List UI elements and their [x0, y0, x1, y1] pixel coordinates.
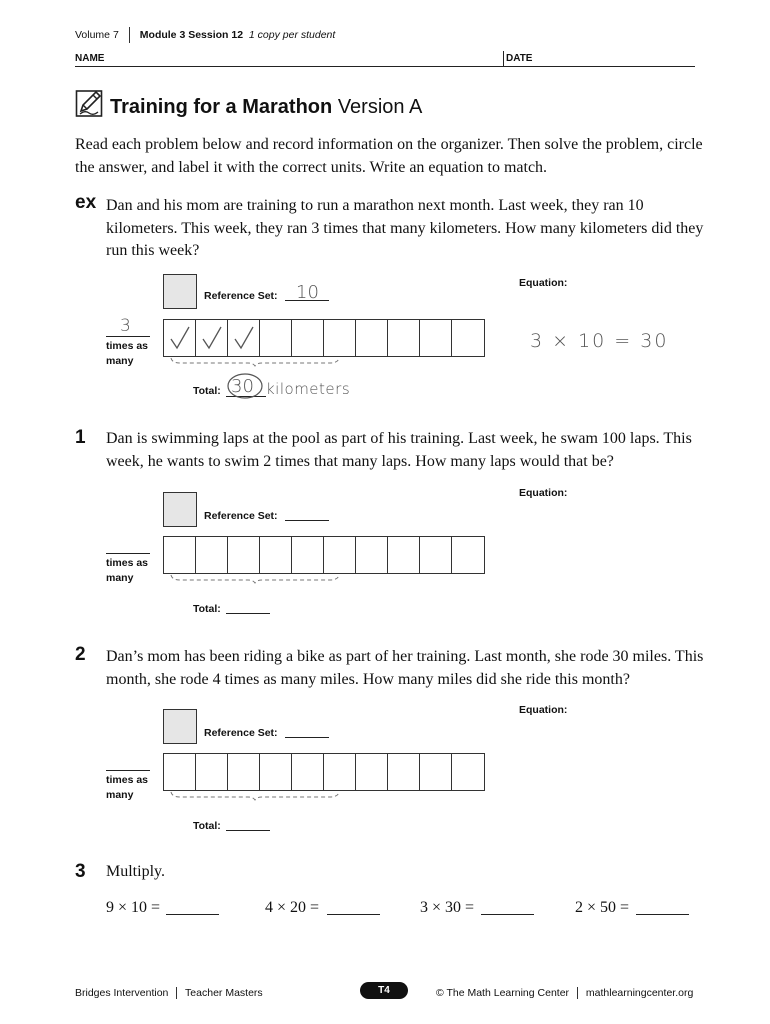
module-label: Module 3 Session 12: [139, 28, 244, 41]
multiply-expr-4: 2 × 50 =: [575, 899, 630, 916]
problem-1-equation-label: Equation:: [519, 487, 568, 499]
problem-1-many: many: [106, 572, 134, 584]
example-cell[interactable]: [452, 320, 484, 356]
example-cell[interactable]: [196, 320, 228, 356]
checkmark-icon: [200, 324, 224, 352]
problem-1-reference-text: Reference Set:: [204, 510, 278, 522]
problem-2-times-blank[interactable]: [106, 770, 150, 771]
footer-right: [436, 987, 693, 999]
problem-1-brace: [170, 574, 340, 584]
multiply-expr-1: 9 × 10 =: [106, 899, 161, 916]
multiply-blank-3[interactable]: [481, 914, 534, 915]
example-total-units: kilometers: [266, 380, 351, 398]
problem-1-cell[interactable]: [164, 537, 196, 573]
problem-2-many: many: [106, 789, 134, 801]
problem-2-brace: [170, 791, 340, 801]
multiply-item-2: [265, 899, 319, 917]
footer-series: Teacher Masters: [185, 987, 263, 999]
problem-1-reference-label: [204, 510, 278, 522]
date-divider: [503, 51, 504, 66]
times-as-text: times as: [106, 340, 149, 352]
problem-2-cell[interactable]: [324, 754, 356, 790]
copies-label: 1 copy per student: [248, 28, 336, 41]
problem-2-cell-row: [163, 753, 485, 791]
many-text: many: [106, 355, 134, 367]
problem-1-total-blank[interactable]: [226, 613, 270, 614]
name-label: NAME: [75, 53, 105, 64]
example-cell[interactable]: [228, 320, 260, 356]
problem-2-times-as: times as: [106, 774, 149, 786]
times-answer: 3: [120, 316, 131, 336]
problem-1-times-blank[interactable]: [106, 553, 150, 554]
problem-1-times-label: [106, 556, 148, 586]
page-title: [110, 96, 422, 119]
example-brace: [170, 357, 340, 367]
title-main: Training for a Marathon: [110, 96, 333, 118]
instructions: Read each problem below and record information on the organizer. Then solve the problem, circle the answer, and label it with the correct units. Write an equation to match.: [75, 136, 703, 176]
footer-copyright: © The Math Learning Center: [436, 987, 570, 999]
checkmark-icon: [168, 324, 192, 352]
problem-1-cell-row: [163, 536, 485, 574]
example-cell[interactable]: [324, 320, 356, 356]
problem-2-reference-label: [204, 727, 278, 739]
problem-1-cell[interactable]: [452, 537, 484, 573]
problem-1-text: Dan is swimming laps at the pool as part of his training. Last week, he swam 100 laps. This week, he wants to swim 2 times that many laps. How many laps would that be?: [106, 430, 692, 470]
multiply-blank-4[interactable]: [636, 914, 689, 915]
header-divider: [129, 27, 130, 43]
problem-2-total-label: Total:: [193, 820, 221, 832]
problem-2-times-label: [106, 773, 148, 803]
problem-1-cell[interactable]: [356, 537, 388, 573]
problem-1-times-as: times as: [106, 557, 149, 569]
footer-left: [75, 987, 263, 999]
problem-1-reference-box: [163, 492, 197, 527]
multiply-expr-3: 3 × 30 =: [420, 899, 475, 916]
footer-divider-left: [176, 987, 177, 999]
title-version: Version A: [337, 96, 423, 118]
reference-answer: 10: [296, 282, 319, 303]
times-blank[interactable]: [106, 336, 150, 337]
multiply-blank-1[interactable]: [166, 914, 219, 915]
page-number-badge: T4: [360, 982, 408, 999]
example-cell[interactable]: [292, 320, 324, 356]
problem-1-total-label: Total:: [193, 603, 221, 615]
example-cell-row: [163, 319, 485, 357]
problem-1-cell[interactable]: [324, 537, 356, 573]
problem-2-cell[interactable]: [260, 754, 292, 790]
footer-website: mathlearningcenter.org: [585, 987, 694, 999]
times-as-many-label: [106, 339, 148, 369]
problem-2-cell[interactable]: [452, 754, 484, 790]
example-cell[interactable]: [260, 320, 292, 356]
pencil-paper-icon: [75, 88, 105, 118]
example-cell[interactable]: [388, 320, 420, 356]
reference-set-label: [204, 290, 278, 302]
problem-1-cell[interactable]: [388, 537, 420, 573]
problem-2-reference-box: [163, 709, 197, 744]
footer-divider-right: [577, 987, 578, 999]
example-total-label: Total:: [193, 385, 221, 397]
example-cell[interactable]: [164, 320, 196, 356]
problem-1-cell[interactable]: [292, 537, 324, 573]
example-total-value: 30: [231, 376, 254, 397]
example-cell[interactable]: [420, 320, 452, 356]
problem-2-cell[interactable]: [164, 754, 196, 790]
problem-2-cell[interactable]: [196, 754, 228, 790]
problem-1-number: 1: [75, 427, 86, 448]
problem-1-cell[interactable]: [420, 537, 452, 573]
multiply-item-1: [106, 899, 160, 917]
problem-2-cell[interactable]: [292, 754, 324, 790]
problem-3-label: Multiply.: [106, 863, 165, 880]
problem-2-equation-label: Equation:: [519, 704, 568, 716]
problem-2-cell[interactable]: [420, 754, 452, 790]
problem-2-cell[interactable]: [228, 754, 260, 790]
problem-2-number: 2: [75, 644, 86, 665]
volume-label: Volume 7: [75, 28, 119, 41]
example-equation: 3 × 10 = 30: [530, 330, 669, 352]
checkmark-icon: [232, 324, 256, 352]
multiply-item-4: [575, 899, 629, 917]
problem-3-number: 3: [75, 861, 86, 882]
example-equation-label: Equation:: [519, 277, 568, 289]
name-date-line[interactable]: [75, 66, 695, 67]
reference-box: [163, 274, 197, 309]
problem-2-reference-text: Reference Set:: [204, 727, 278, 739]
example-text: Dan and his mom are training to run a marathon next month. Last week, they ran 10 kilometers. This week, they ran 3 times that many kilometers. How many kilometers did they run this week?: [106, 197, 704, 259]
problem-1-reference-blank[interactable]: [285, 520, 329, 521]
problem-1-cell[interactable]: [260, 537, 292, 573]
header-info: [75, 27, 335, 43]
footer-publisher: Bridges Intervention: [75, 987, 169, 999]
example-number: ex: [75, 192, 97, 213]
multiply-expr-2: 4 × 20 =: [265, 899, 320, 916]
reference-set-text: Reference Set:: [204, 290, 278, 302]
problem-2-reference-blank[interactable]: [285, 737, 329, 738]
multiply-item-3: [420, 899, 474, 917]
problem-2-cell[interactable]: [388, 754, 420, 790]
example-cell[interactable]: [356, 320, 388, 356]
problem-1-cell[interactable]: [228, 537, 260, 573]
date-label: DATE: [506, 53, 533, 64]
problem-2-cell[interactable]: [356, 754, 388, 790]
problem-2-text: Dan’s mom has been riding a bike as part of her training. Last month, she rode 30 miles. This month, she rode 4 times as many miles. How many miles did she ride this month?: [106, 648, 704, 688]
problem-1-cell[interactable]: [196, 537, 228, 573]
multiply-blank-2[interactable]: [327, 914, 380, 915]
problem-2-total-blank[interactable]: [226, 830, 270, 831]
